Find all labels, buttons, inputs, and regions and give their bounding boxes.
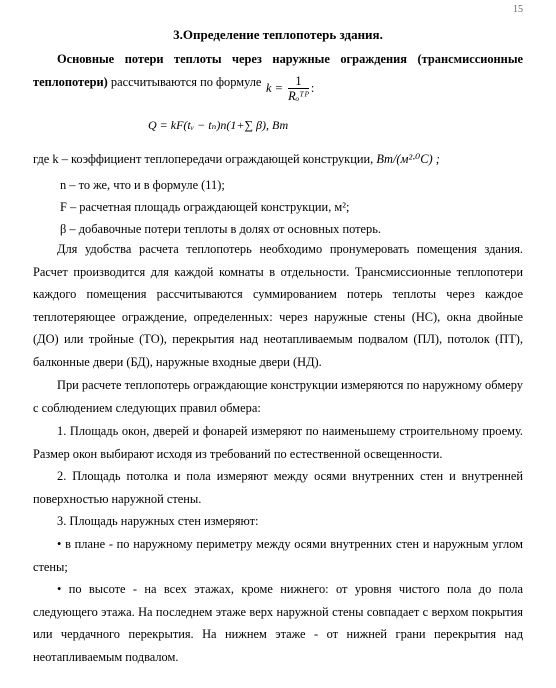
main-formula: Q = kF(tᵥ − tₙ)n(1+∑ β), Вт bbox=[148, 118, 289, 132]
rule-3-plan: • в плане - по наружному периметру между осями внутренних стен и наружным углом стены; bbox=[33, 537, 523, 574]
intro-text: рассчитываются по формуле bbox=[107, 74, 262, 89]
where-line bbox=[33, 148, 523, 171]
intro-bold-text: Основные потери теплоты через наружные ограждения (трансмиссионные теплопотери) bbox=[33, 52, 523, 89]
k-formula-line bbox=[33, 73, 523, 107]
page-number: 15 bbox=[513, 4, 523, 15]
rule-3-height: • по высоте - на всех этажах, кроме нижнего: от уровня чистого пола до пола следующего этажа. На последнем этаже верх наружной стены совпадает с верхом покрытия или чердачного перекрытия. На нижнем этаже - от нижней грани перекрытия над неотапливаемым подвалом. bbox=[33, 582, 523, 664]
where-unit: Вт/(м²·⁰С) ; bbox=[376, 152, 440, 166]
where-text: где k – коэффициент теплопередачи ограждающей конструкции, bbox=[33, 152, 374, 166]
k-fraction-numerator: 1 bbox=[288, 75, 309, 89]
rule-2: 2. Площадь потолка и пола измеряют между осями внутренних стен и внутренней поверхностью наружной стены. bbox=[33, 469, 523, 506]
def-beta: β – добавочные потери теплоты в долях от основных потерь. bbox=[60, 222, 381, 236]
def-n: n – то же, что и в формуле (11); bbox=[60, 178, 225, 192]
paragraph-numbering: Для удобства расчета теплопотерь необходимо пронумеровать помещения здания. Расчет производится для каждой комнаты в отдельности. Трансмиссионные теплопотери каждого помещения рассчитываются суммированием потерь теплоты через каждое теплотеряющее ограждение, определенных: через наружные стены (НС), окна двойные (ДО) или тройные (ТО), перекрытия над неотапливаемым подвалом (ПЛ), потолок (ПТ), балконные двери (БД), наружные входные двери (НД). bbox=[33, 242, 523, 369]
rule-1: 1. Площадь окон, дверей и фонарей измеряют по наименьшему строительному проему. Размер окон выбирают исходя из требований по естественной освещенности. bbox=[33, 424, 523, 461]
k-fraction bbox=[288, 75, 309, 103]
k-formula-left: k = bbox=[266, 80, 283, 95]
k-formula bbox=[266, 75, 314, 103]
rule-3: 3. Площадь наружных стен измеряют: bbox=[57, 514, 259, 528]
section-heading: 3.Определение теплопотерь здания. bbox=[173, 27, 383, 42]
def-f: F – расчетная площадь ограждающей конструкции, м²; bbox=[60, 200, 350, 214]
paragraph-measure-rules: При расчете теплопотерь ограждающие конструкции измеряются по наружному обмеру с соблюдением следующих правил обмера: bbox=[33, 378, 523, 415]
k-fraction-denominator: Rₒᵀᴾ bbox=[288, 89, 309, 103]
k-formula-colon: : bbox=[310, 80, 315, 95]
